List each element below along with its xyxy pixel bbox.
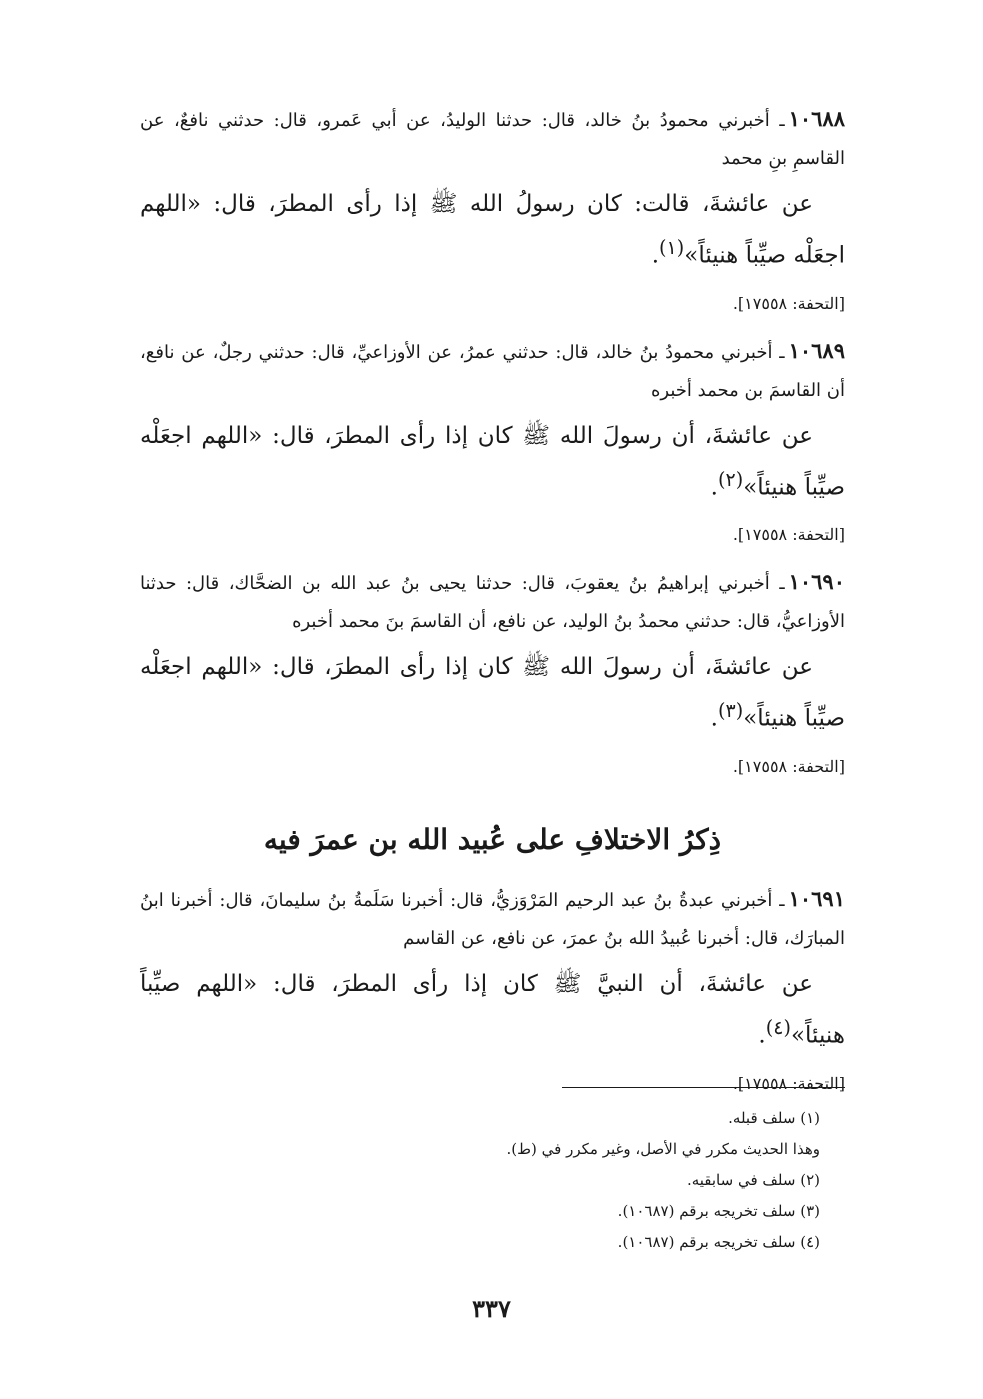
matn-text: عن عائشةَ، أن النبيَّ ﷺ كان إذا رأى المطرَ، قال: «اللهم صيِّباً هنيئاً» bbox=[140, 970, 845, 1049]
hadith-number: ١٠٦٩٠ bbox=[788, 569, 845, 595]
section-heading: ذِكرُ الاختلافِ على عُبيد الله بن عمرَ فيه bbox=[263, 822, 722, 856]
hadith-number: ١٠٦٨٩ bbox=[788, 337, 845, 363]
hadith-10690 bbox=[140, 563, 845, 779]
isnad-text: أخبرني محمودُ بنُ خالد، قال: حدثني عمرُ، عن الأوزاعيِّ، قال: حدثني رجلٌ، عن نافع، أن القاسمَ بن محمد أخبره bbox=[140, 341, 845, 401]
footnote-3: (٣) سلف تخريجه برقم (١٠٦٨٧). bbox=[617, 1202, 820, 1220]
hadith-number: ١٠٦٩١ bbox=[788, 885, 845, 911]
hadith-isnad bbox=[140, 332, 845, 410]
hadith-dash: ـ bbox=[779, 573, 785, 595]
footnote-separator bbox=[562, 1087, 845, 1088]
page-number: ٣٣٧ bbox=[472, 1294, 511, 1323]
hadith-isnad bbox=[140, 100, 845, 178]
footnote-4: (٤) سلف تخريجه برقم (١٠٦٨٧). bbox=[617, 1233, 820, 1251]
tuhfa-reference: [التحفة: ١٧٥٥٨]. bbox=[732, 525, 845, 545]
hadith-matn bbox=[140, 182, 845, 278]
hadith-matn bbox=[140, 645, 845, 741]
tuhfa-reference: [التحفة: ١٧٥٥٨]. bbox=[732, 1073, 845, 1093]
matn-end: . bbox=[710, 474, 718, 501]
matn-text: عن عائشةَ، قالت: كان رسولُ الله ﷺ إذا رأى المطرَ، قال: «اللهم اجعَلْه صيِّباً هنيئاً» bbox=[140, 191, 845, 269]
hadith-10689 bbox=[140, 332, 845, 548]
footnote-marker: (٣) bbox=[717, 699, 744, 723]
matn-end: . bbox=[710, 705, 718, 732]
matn-text: عن عائشةَ، أن رسولَ الله ﷺ كان إذا رأى المطرَ، قال: «اللهم اجعَلْه صيِّباً هنيئاً» bbox=[140, 422, 845, 501]
hadith-dash: ـ bbox=[779, 341, 785, 363]
hadith-isnad bbox=[140, 563, 845, 641]
matn-end: . bbox=[651, 242, 659, 269]
isnad-text: أخبرني عبدةُ بنُ عبد الرحيم المَرْوَزيُّ، قال: أخبرنا سَلَمةُ بنُ سليمانَ، قال: أخبرنا ابنُ المبارَك، قال: أخبرنا عُبيدُ الله بنُ عمرَ، عن نافع، عن القاسم bbox=[140, 889, 845, 949]
tuhfa-reference: [التحفة: ١٧٥٥٨]. bbox=[732, 293, 845, 313]
hadith-dash: ـ bbox=[779, 889, 785, 911]
isnad-text: أخبرني إبراهيمُ بنُ يعقوبَ، قال: حدثنا يحيى بنُ عبد الله بن الضحَّاك، قال: حدثنا الأوزاعيُّ، قال: حدثني محمدُ بنُ الوليد، عن نافع، أن القاسمَ بنَ محمد أخبره bbox=[140, 573, 845, 633]
matn-end: . bbox=[758, 1022, 766, 1049]
hadith-isnad bbox=[140, 880, 845, 958]
tuhfa-reference: [التحفة: ١٧٥٥٨]. bbox=[732, 756, 845, 776]
hadith-matn bbox=[140, 414, 845, 510]
isnad-text: أخبرني محمودُ بنُ خالد، قال: حدثنا الوليدُ، عن أبي عَمرو، قال: حدثني نافعٌ، عن القاسمِ بنِ محمد bbox=[140, 110, 845, 169]
matn-text: عن عائشةَ، أن رسولَ الله ﷺ كان إذا رأى المطرَ، قال: «اللهم اجعَلْه صيِّباً هنيئاً» bbox=[140, 654, 845, 732]
footnote-2: (٢) سلف في سابقيه. bbox=[686, 1171, 820, 1189]
footnote-1-note: وهذا الحديث مكرر في الأصل، وغير مكرر في (ط). bbox=[506, 1140, 820, 1158]
hadith-number: ١٠٦٨٨ bbox=[788, 106, 845, 131]
footnotes bbox=[140, 1103, 820, 1258]
hadith-10691 bbox=[140, 880, 845, 1096]
footnote-1: (١) سلف قبله. bbox=[728, 1109, 820, 1127]
footnote-marker: (٤) bbox=[765, 1015, 791, 1039]
hadith-matn bbox=[140, 962, 845, 1058]
footnote-marker: (١) bbox=[659, 236, 685, 259]
page-body bbox=[140, 100, 845, 1112]
footnote-marker: (٢) bbox=[717, 467, 744, 491]
hadith-10688 bbox=[140, 100, 845, 316]
hadith-dash: ـ bbox=[779, 110, 785, 131]
